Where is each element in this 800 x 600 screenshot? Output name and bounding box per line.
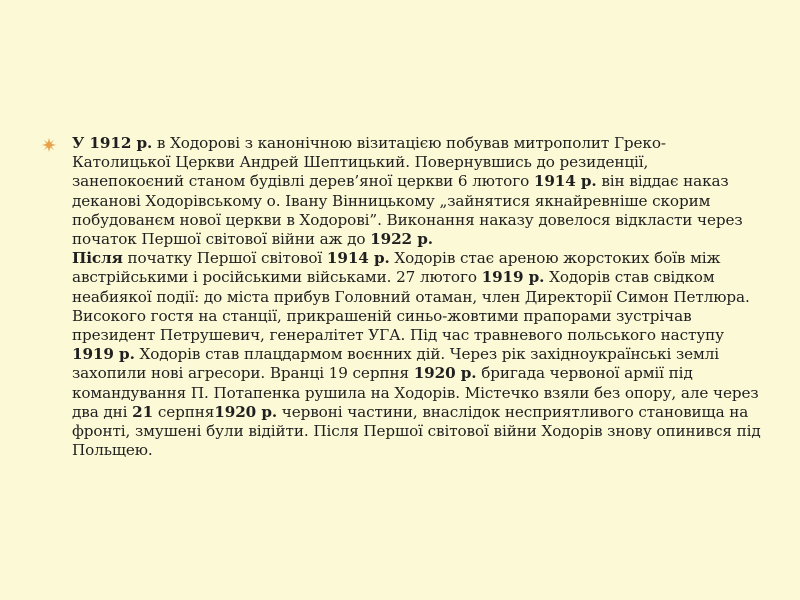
year-1919-b: 1919 р. (72, 345, 135, 364)
p2-text-d: Ходорів став плацдармом воєнних дій. Через рік західноукраїнські землі захопили нові агресори. Вранці 19 серпня (72, 345, 720, 383)
year-1912: У 1912 р. (72, 134, 153, 152)
slide-body-text (72, 134, 762, 460)
year-1920-b: 1920 р. (214, 402, 278, 421)
year-1914-b: 1914 р. (326, 249, 390, 268)
year-1922: 1922 р. (370, 230, 433, 249)
year-1920-a: 1920 р. (413, 364, 477, 383)
year-1919-a: 1919 р. (481, 268, 545, 287)
p1-text-b: він віддає наказ деканові Ходорівському о. Івану Вінницькому „зайнятися якнайревніше скорим побудованєм нової церкви в Ходорові”. Виконання наказу довелося відкласти через початок Першої світової війни аж до (72, 172, 743, 249)
p2-text-g: червоні частини, внаслідок несприятливого становища на фронті, змушені були відійти. Після Першої світової війни Ходорів знову опинився під Польщею. (72, 402, 761, 460)
p2-text-b: Ходорів стає ареною жорстоких боїв між австрійськими і російськими військами. 27 лютого (72, 249, 721, 287)
paragraph-2 (72, 249, 762, 460)
paragraph-1 (72, 134, 762, 249)
day-21: 21 (132, 402, 154, 421)
p2-text-a: початку Першої світової (122, 249, 327, 268)
after-word: Після (72, 249, 123, 268)
year-1914-a: 1914 р. (533, 172, 597, 191)
p2-text-e: бригада червоної армії під командування П. Потапенка рушила на Ходорів. Містечко взяли без опору, але через два дні (72, 364, 759, 421)
p2-text-f: серпня (153, 402, 215, 421)
sunburst-bullet-icon (42, 134, 72, 460)
p1-text-a: в Ходорові з канонічною візитацією побував митрополит Греко-Католицької Церкви Андрей Шептицький. Повернувшись до резиденції, занепокоєний станом будівлі дерев’яної церкви 6 лютого (72, 134, 666, 191)
p2-text-c: Ходорів став свідком неабиякої події: до міста прибув Головний отаман, член Директорії Симон Петлюра. Високого гостя на станції, прикрашеній синьо-жовтими прапорами зустрічав президент Петрушевич, генералітет УГА. Під час травневого польського наступу (72, 268, 750, 345)
bullet-item (42, 134, 762, 460)
